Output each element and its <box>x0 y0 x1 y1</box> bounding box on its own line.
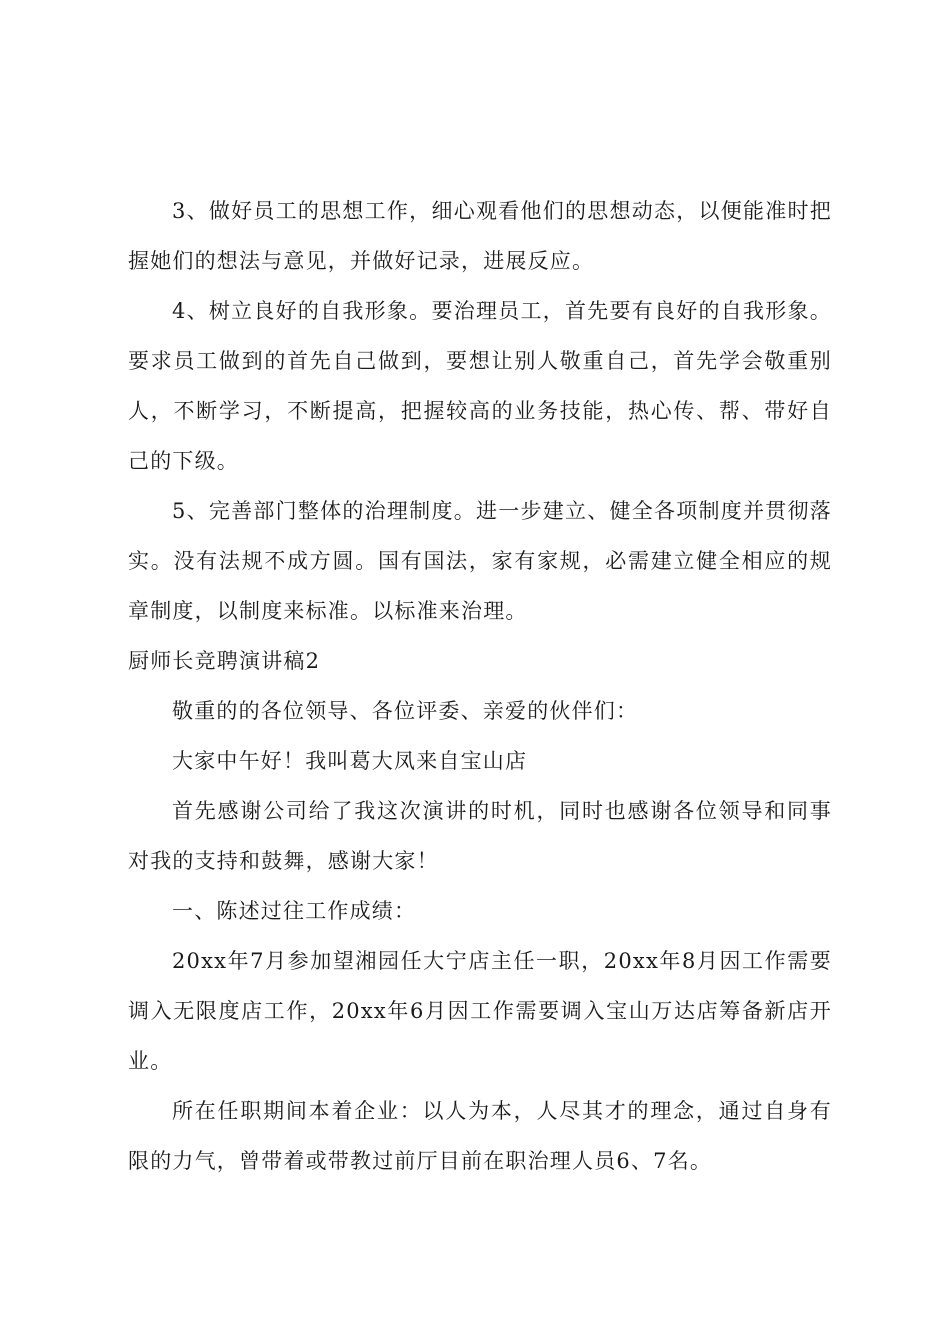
section-heading-past-work: 一、陈述过往工作成绩： <box>172 899 417 923</box>
paragraph-item-3: 3、做好员工的思想工作，细心观看他们的思想动态，以便能准时把握她们的想法与意见，并做好记录，进展反应。 <box>128 199 832 273</box>
document-body <box>128 186 832 1186</box>
salutation: 敬重的的各位领导、各位评委、亲爱的伙伴们： <box>172 699 639 723</box>
paragraph-item-4: 4、树立良好的自我形象。要治理员工，首先要有良好的自我形象。要求员工做到的首先自己做到，要想让别人敬重自己，首先学会敬重别人，不断学习，不断提高，把握较高的业务技能，热心传、帮、带好自己的下级。 <box>128 299 832 473</box>
tenure-paragraph: 所在任职期间本着企业：以人为本，人尽其才的理念，通过自身有限的力气，曾带着或带教过前厅目前在职治理人员6、7名。 <box>128 1099 832 1173</box>
section-title: 厨师长竞聘演讲稿2 <box>128 649 321 673</box>
thanks-paragraph: 首先感谢公司给了我这次演讲的时机，同时也感谢各位领导和同事对我的支持和鼓舞，感谢大家！ <box>128 799 832 873</box>
greeting: 大家中午好！我叫葛大凤来自宝山店 <box>172 749 528 773</box>
paragraph-item-5: 5、完善部门整体的治理制度。进一步建立、健全各项制度并贯彻落实。没有法规不成方圆。国有国法，家有家规，必需建立健全相应的规章制度，以制度来标准。以标准来治理。 <box>128 499 832 623</box>
work-history-paragraph: 20xx年7月参加望湘园任大宁店主任一职，20xx年8月因工作需要调入无限度店工作，20xx年6月因工作需要调入宝山万达店筹备新店开业。 <box>128 949 832 1073</box>
